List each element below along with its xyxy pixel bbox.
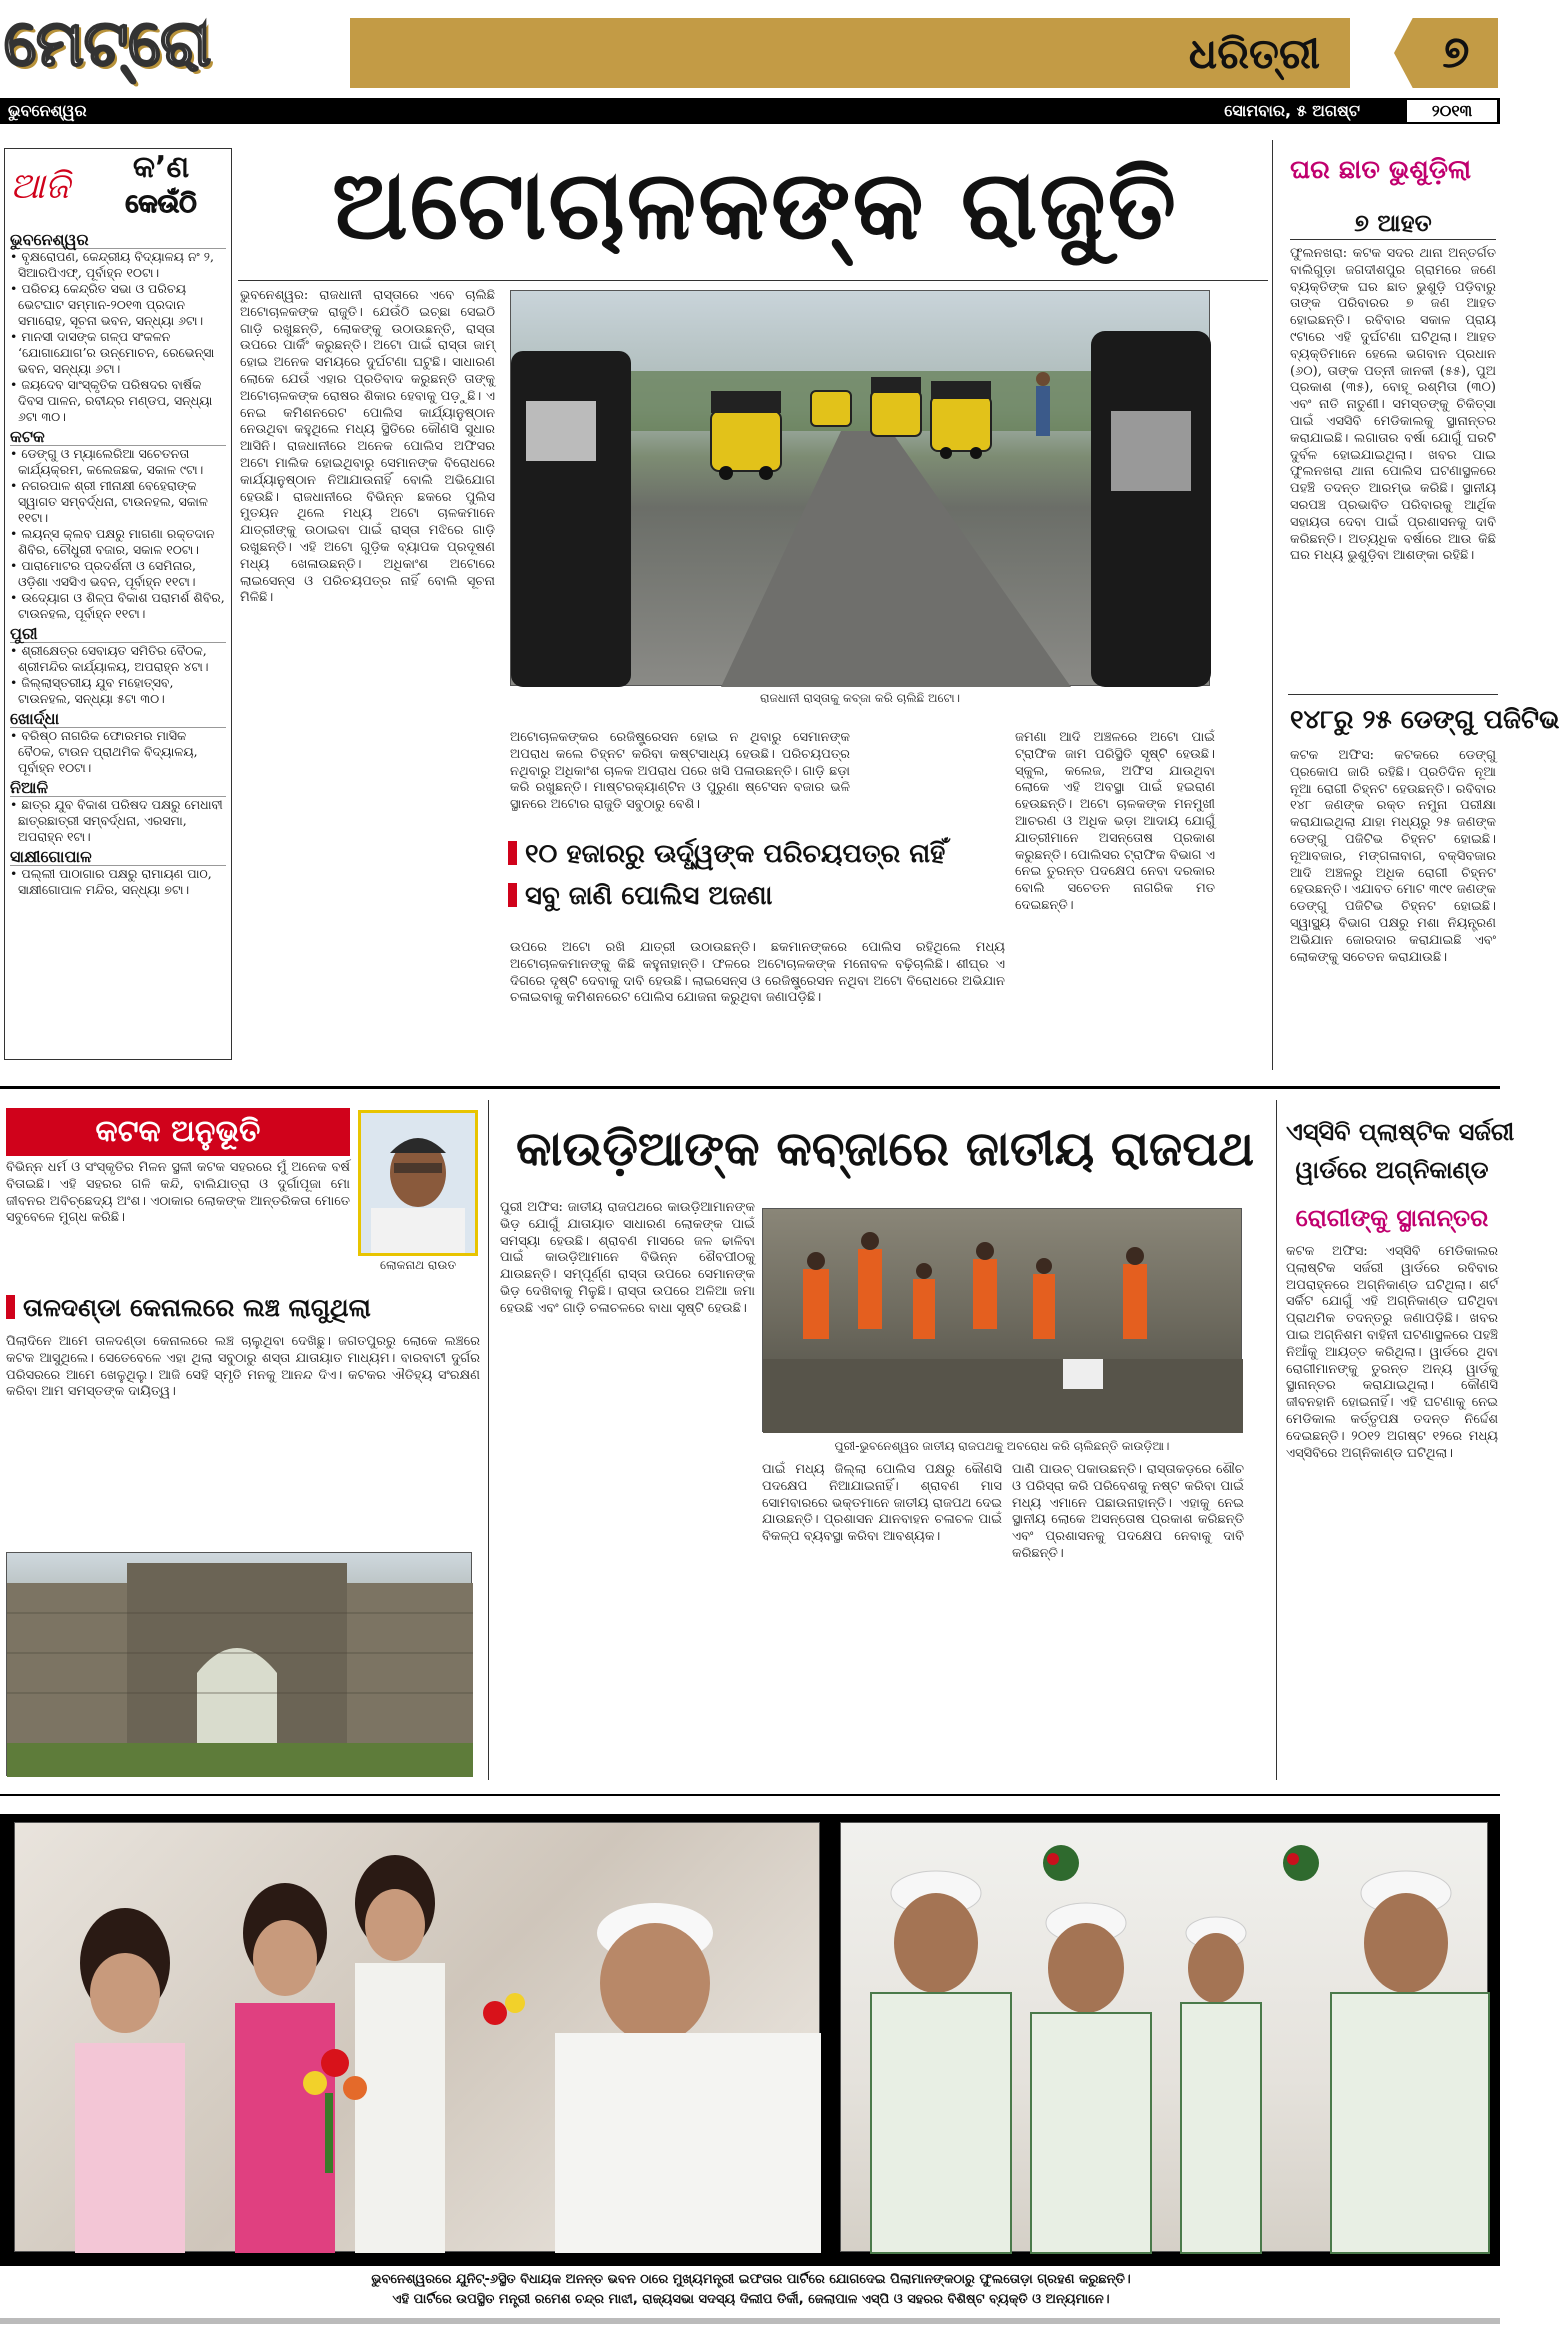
agenda-item: • ଉଦ୍ୟୋଗ ଓ ଶିଳ୍ପ ବିକାଶ ପରାମର୍ଶ ଶିବିର, ଟାଉନହଲ, ପୂର୍ବାହ୍ନ ୧୧ଟା। [10, 590, 226, 622]
fire-headline-line2: ୱାର୍ଡରେ ଅଗ୍ନିକାଣ୍ଡ [1295, 1156, 1489, 1184]
cuttack-body2: ପିଲାଦିନେ ଆମେ ତାଳଦଣ୍ଡା କେନାଲରେ ଲଞ୍ଚ ଚାଲୁଥିବା ଦେଖିଛୁ। ଜଗତପୁରରୁ ଲୋକେ ଲଞ୍ଚରେ କଟକ ଆସୁଥିଲେ। ସେତେବେଳେ ଏହା ଥିଲା ସବୁଠାରୁ ଶସ୍ତା ଯାତାୟାତ ମାଧ୍ୟମ। ବାରବାଟୀ ଦୁର୍ଗର ପରିସରରେ ଆମେ ଖେଳୁଥିଲୁ। ଆଜି ସେହି ସ୍ମୃତି ମନକୁ ଆନନ୍ଦ ଦିଏ। କଟକର ଐତିହ୍ୟ ସଂରକ୍ଷଣ କରିବା ଆମ ସମସ୍ତଙ୍କ ଦାୟିତ୍ୱ। [6, 1334, 485, 1400]
kanwar-body-top: ପୁରୀ ଅଫିସ: ଜାତୀୟ ରାଜପଥରେ କାଉଡ଼ିଆମାନଙ୍କ ଭିଡ଼ ଯୋଗୁଁ ଯାତାୟାତ ସାଧାରଣ ଲୋକଙ୍କ ପାଇଁ ସମସ୍ୟା ହେଉଛି। ଶ୍ରାବଣ ମାସରେ ଜଳ ଢାଳିବା ପାଇଁ କାଉଡ଼ିଆମାନେ ବିଭିନ୍ନ ଶୈବପୀଠକୁ ଯାଉଛନ୍ତି। ସମ୍ପୂର୍ଣ୍ଣ ରାସ୍ତା ଉପରେ ସେମାନଙ୍କ ଭିଡ଼ ଦେଖିବାକୁ ମିଳୁଛି। ରାସ୍ତା ଉପରେ ଅଳିଆ ଜମା ହେଉଛି ଏବଂ ଗାଡ଼ି ଚଳାଚଳରେ ବାଧା ସୃଷ୍ଟି ହେଉଛି। [500, 1200, 760, 1316]
lead-photo-scene [511, 291, 1211, 687]
lead-photo-autos [510, 290, 1210, 686]
bottom-photo-iftar [840, 1822, 1488, 2252]
agenda-title-line2: କେଉଁଠି [125, 189, 197, 219]
fire-subhead: ରୋଗୀଙ୍କୁ ସ୍ଥାନାନ୍ତର [1295, 1204, 1489, 1232]
kanwar-crowd-illustration [763, 1209, 1243, 1433]
agenda-item: • ପରିଚୟ କେନ୍ଦ୍ରିତ ସଭା ଓ ପରିଚୟ ଭେଟଘାଟ ସମ୍ମାନ-୨୦୧୩ ପ୍ରଦାନ ସମାରୋହ, ସୂଚନା ଭବନ, ସନ୍ଧ୍ୟା ୬ଟା। [10, 281, 226, 329]
portrait-illustration [361, 1113, 475, 1253]
subhead-marker [508, 841, 517, 865]
side1-subhead: ୭ ଆହତ [1290, 206, 1496, 240]
kanwar-photo-caption: ପୁରୀ-ଭୁବନେଶ୍ୱର ଜାତୀୟ ରାଜପଥକୁ ଅବରୋଧ କରି ଚାଲିଛନ୍ତି କାଉଡ଼ିଆ। [834, 1439, 1170, 1453]
side2-body: କଟକ ଅଫିସ: କଟକରେ ଡେଙ୍ଗୁ ପ୍ରକୋପ ଜାରି ରହିଛି। ପ୍ରତିଦିନ ନୂଆ ନୂଆ ରୋଗୀ ଚିହ୍ନଟ ହେଉଛନ୍ତି। ରବିବାର ୧୪୮ ଜଣଙ୍କ ରକ୍ତ ନମୁନା ପରୀକ୍ଷା କରାଯାଇଥିଲା ଯାହା ମଧ୍ୟରୁ ୨୫ ଜଣଙ୍କ ଡେଙ୍ଗୁ ପଜିଟିଭ ଚିହ୍ନଟ ହୋଇଛି। ନୂଆବଜାର, ମଙ୍ଗଳାବାଗ, ବକ୍ସିବଜାର ଆଦି ଅଞ୍ଚଳରୁ ଅଧିକ ରୋଗୀ ଚିହ୍ନଟ ହେଉଛନ୍ତି। ଏଯାବତ ମୋଟ ୩୯୧ ଜଣଙ୍କ ଡେଙ୍ଗୁ ପଜିଟିଭ ଚିହ୍ନଟ ହୋଇଛି। ସ୍ୱାସ୍ଥ୍ୟ ବିଭାଗ ପକ୍ଷରୁ ମଶା ନିୟନ୍ତ୍ରଣ ଅଭିଯାନ ଜୋରଦାର କରାଯାଇଛି ଏବଂ ଲୋକଙ୍କୁ ସଚେତନ କରାଯାଉଛି। [1290, 748, 1501, 965]
agenda-item: • ନଗରପାଳ ଶ୍ରୀ ମୀନାକ୍ଷୀ ବେହେରାଙ୍କ ସ୍ୱାଗତ ସମ୍ବର୍ଦ୍ଧନା, ଟାଉନହଲ, ସକାଳ ୧୧ଟା। [10, 478, 226, 526]
masthead-brand: ମେଟ୍ରୋ [4, 6, 212, 81]
agenda-city-heading: ପୁରୀ [10, 626, 226, 643]
lead-headline: ଅଟୋଚାଳକଙ୍କ ରାଜୁତି [332, 149, 1178, 261]
agenda-kicker: ଆଜି [10, 166, 70, 207]
subhead-marker [508, 883, 517, 907]
masthead-section-label: ଧରିତ୍ରୀ [1188, 29, 1320, 78]
subhead-marker [6, 1295, 15, 1319]
agenda-item: • ଛାତ୍ର ଯୁବ ବିକାଶ ପରିଷଦ ପକ୍ଷରୁ ମେଧାବୀ ଛାତ୍ରଛାତ୍ରୀ ସମ୍ବର୍ଦ୍ଧନା, ଏରସମା, ଅପରାହ୍ନ ୧ଟା। [10, 797, 226, 845]
bottom-photo-caption-line1: ଭୁବନେଶ୍ୱରରେ ଯୁନିଟ୍-୬ସ୍ଥିତ ବିଧାୟକ ଅନନ୍ତ ଭବନ ଠାରେ ମୁଖ୍ୟମନ୍ତ୍ରୀ ଇଫତାର ପାର୍ଟିରେ ଯୋଗଦେଇ ପିଲାମାନଙ୍କଠାରୁ ଫୁଲତୋଡ଼ା ଗ୍ରହଣ କରୁଛନ୍ତି। [371, 2272, 1131, 2287]
lead-body-below-b: ଜମଣା ଆଦି ଅଞ୍ଚଳରେ ଅଟୋ ପାଇଁ ଟ୍ରାଫିକ ଜାମ ପରିସ୍ଥିତି ସୃଷ୍ଟି ହେଉଛି। ସ୍କୁଲ, କଲେଜ, ଅଫିସ ଯାଉଥିବା ଲୋକେ ଏହି ଅବସ୍ଥା ପାଇଁ ହଇରାଣ ହେଉଛନ୍ତି। ଅଟୋ ଚାଳକଙ୍କ ମନମୁଖୀ ଆଚରଣ ଓ ଅଧିକ ଭଡ଼ା ଆଦାୟ ଯୋଗୁଁ ଯାତ୍ରୀମାନେ ଅସନ୍ତୋଷ ପ୍ରକାଶ କରୁଛନ୍ତି। ପୋଲିସର ଟ୍ରାଫିକ ବିଭାଗ ଏ ନେଇ ତୁରନ୍ତ ପଦକ୍ଷେପ ନେବା ଦରକାର ବୋଲି ସଚେତନ ନାଗରିକ ମତ ଦେଇଛନ୍ତି। [1015, 730, 1220, 913]
agenda-item: • ବରିଷ୍ଠ ନାଗରିକ ଫୋରମର ମାସିକ ବୈଠକ, ଟାଉନ ପ୍ରାଥମିକ ବିଦ୍ୟାଳୟ, ପୂର୍ବାହ୍ନ ୧୦ଟା। [10, 728, 226, 776]
divider-under-headline [238, 280, 1268, 281]
agenda-city-heading: ଖୋର୍ଦ୍ଧା [10, 711, 226, 728]
agenda-title-line1: କ’ଣ [132, 150, 190, 185]
agenda-item: • ଜିଲ୍ଲାସ୍ତରୀୟ ଯୁବ ମହୋତ୍ସବ, ଟାଉନହଲ, ସନ୍ଧ୍ୟା ୫ଟା ୩୦। [10, 675, 226, 707]
fire-body: କଟକ ଅଫିସ: ଏସ୍‌ସିବି ମେଡିକାଲର ପ୍ଲାଷ୍ଟିକ ସର୍ଜରୀ ୱାର୍ଡରେ ରବିବାର ଅପରାହ୍ନରେ ଅଗ୍ନିକାଣ୍ଡ ଘଟିଥିଲା। ଶର୍ଟ ସର୍କିଟ ଯୋଗୁଁ ଏହି ଅଗ୍ନିକାଣ୍ଡ ଘଟିଥିବା ପ୍ରାଥମିକ ତଦନ୍ତରୁ ଜଣାପଡ଼ିଛି। ଖବର ପାଇ ଅଗ୍ନିଶମ ବାହିନୀ ଘଟଣାସ୍ଥଳରେ ପହଞ୍ଚି ନିଆଁକୁ ଆୟତ୍ତ କରିଥିଲା। ୱାର୍ଡରେ ଥିବା ରୋଗୀମାନଙ୍କୁ ତୁରନ୍ତ ଅନ୍ୟ ୱାର୍ଡକୁ ସ୍ଥାନାନ୍ତର କରାଯାଇଥିଲା। କୌଣସି ଜୀବନହାନି ହୋଇନାହିଁ। ଏହି ଘଟଣାକୁ ନେଇ ମେଡିକାଲ କର୍ତ୍ତୃପକ୍ଷ ତଦନ୍ତ ନିର୍ଦ୍ଦେଶ ଦେଇଛନ୍ତି। ୨୦୧୨ ଅଗଷ୍ଟ ୧୨ରେ ମଧ୍ୟ ଏସ୍‌ସିବିରେ ଅଗ୍ନିକାଣ୍ଡ ଘଟିଥିଲା। [1286, 1244, 1503, 1461]
divider-above-photos [0, 1794, 1500, 1796]
cuttack-photo-fort [6, 1552, 472, 1776]
agenda-city-heading: ଭୁବନେଶ୍ୱର [10, 232, 226, 249]
side2-headline: ୧୪୮ରୁ ୨୫ ଡେଙ୍ଗୁ ପଜିଟିଭ [1290, 705, 1560, 735]
kanwar-body-a: ପାଇଁ ମଧ୍ୟ ଜିଲ୍ଲା ପୋଲିସ ପକ୍ଷରୁ କୌଣସି ପଦକ୍ଷେପ ନିଆଯାଇନାହିଁ। ଶ୍ରାବଣ ମାସ ସୋମବାରରେ ଭକ୍ତମାନେ ଜାତୀୟ ରାଜପଥ ଦେଇ ଯାଉଛନ୍ତି। ପ୍ରଶାସନ ଯାନବାହନ ଚଳାଚଳ ପାଇଁ ବିକଳ୍ପ ବ୍ୟବସ୍ଥା କରିବା ଆବଶ୍ୟକ। [762, 1462, 1007, 1545]
agenda-item: • ଡେଙ୍ଗୁ ଓ ମ୍ୟାଲେରିଆ ସଚେତନତା କାର୍ଯ୍ୟକ୍ରମ, କଲେଜଛକ, ସକାଳ ୯ଟା। [10, 446, 226, 478]
cuttack-body: ବିଭିନ୍ନ ଧର୍ମ ଓ ସଂସ୍କୃତିର ମିଳନ ସ୍ଥଳୀ କଟକ ସହରରେ ମୁଁ ଅନେକ ବର୍ଷ ବିତାଇଛି। ଏହି ସହରର ଗଳି କନ୍ଦି, ବାଲିଯାତ୍ରା ଓ ଦୁର୍ଗାପୂଜା ମୋ ଜୀବନର ଅବିଚ୍ଛେଦ୍ୟ ଅଂଶ। ଏଠାକାର ଲୋକଙ୍କ ଆନ୍ତରିକତା ମୋତେ ସବୁବେଳେ ମୁଗ୍ଧ କରିଛି। [6, 1160, 355, 1226]
divider-cuttack-right [488, 1100, 489, 1780]
lead-subhead-1: ୧୦ ହଜାରରୁ ଊର୍ଦ୍ଧ୍ୱଙ୍କ ପରିଚୟପତ୍ର ନାହିଁ [508, 838, 1008, 870]
agenda-item: • ପଲ୍ଲୀ ପାଠାଗାର ପକ୍ଷରୁ ରାମାୟଣ ପାଠ, ସାକ୍ଷୀଗୋପାଳ ମନ୍ଦିର, ସନ୍ଧ୍ୟା ୭ଟା। [10, 866, 226, 898]
page-footer-rule [0, 2318, 1500, 2324]
side1-headline: ଘର ଛାତ ଭୁଶୁଡ଼ିଲା [1290, 155, 1472, 185]
agenda-city-heading: କଟକ [10, 429, 226, 446]
lead-body-below-a: ଅଟୋଚାଳକଙ୍କର ରେଜିଷ୍ଟ୍ରେସନ ହୋଇ ନ ଥିବାରୁ ସେମାନଙ୍କ ଅପରାଧ କଲେ ଚିହ୍ନଟ କରିବା କଷ୍ଟସାଧ୍ୟ ହେଉଛି। ପରିଚୟପତ୍ର ନଥିବାରୁ ଅଧିକାଂଶ ଚାଳକ ଅପରାଧ ପରେ ଖସି ପଳାଉଛନ୍ତି। ଗାଡ଼ି ଛଡ଼ା କରି ରଖୁଛନ୍ତି। ମାଷ୍ଟରକ୍ୟାଣ୍ଟିନ ଓ ପୁରୁଣା ଷ୍ଟେସନ ବଜାର ଭଳି ସ୍ଥାନରେ ଅଟୋର ରାଜୁତି ସବୁଠାରୁ ବେଶି। [510, 730, 855, 813]
fort-gate-illustration [7, 1553, 473, 1777]
divider-section-break [0, 1086, 1500, 1089]
agenda-list [10, 228, 226, 1056]
agenda-item: • ଜୟଦେବ ସାଂସ୍କୃତିକ ପରିଷଦର ବାର୍ଷିକ ଦିବସ ପାଳନ, ରବୀନ୍ଦ୍ର ମଣ୍ଡପ, ସନ୍ଧ୍ୟା ୬ଟା ୩୦। [10, 377, 226, 425]
masthead-page-number: ୭ [1442, 27, 1470, 78]
masthead-year: ୨୦୧୩ [1431, 101, 1473, 120]
divider-lead-right [1272, 140, 1273, 1070]
agenda-item: • ଲୟନ୍ସ କ୍ଲବ ପକ୍ଷରୁ ମାଗଣା ରକ୍ତଦାନ ଶିବିର, ଚୌଧୁରୀ ବଜାର, ସକାଳ ୧୦ଟା। [10, 526, 226, 558]
lead-body-col1: ଭୁବନେଶ୍ୱର: ରାଜଧାନୀ ରାସ୍ତାରେ ଏବେ ଚାଲିଛି ଅଟୋଚାଳକଙ୍କ ରାଜୁତି। ଯେଉଁଠି ଇଚ୍ଛା ସେଇଠି ଗାଡ଼ି ରଖୁଛନ୍ତି, ଲୋକଙ୍କୁ ଉଠାଉଛନ୍ତି, ରାସ୍ତା ଉପରେ ପାର୍କିଂ କରୁଛନ୍ତି। ଅଟୋ ପାଇଁ ରାସ୍ତା ଜାମ୍ ହୋଇ ଅନେକ ସମୟରେ ଦୁର୍ଘଟଣା ଘଟୁଛି। ସାଧାରଣ ଲୋକେ ଯେଉଁ ଏହାର ପ୍ରତିବାଦ କରୁଛନ୍ତି ତାଙ୍କୁ ଅଟୋଚାଳକଙ୍କ ରୋଷର ଶିକାର ହେବାକୁ ପଡ଼ୁଛି। ଏ ନେଇ କମିଶନରେଟ ପୋଲିସ କାର୍ଯ୍ୟାନୁଷ୍ଠାନ ନେଉଥିବା କହୁଥିଲେ ମଧ୍ୟ ସ୍ଥିତିରେ କୌଣସି ସୁଧାର ଆସିନି। ରାଜଧାନୀରେ ଅନେକ ପୋଲିସ ଅଫିସର ଅଟୋ ମାଲିକ ହୋଇଥିବାରୁ ସେମାନଙ୍କ ବିରୋଧରେ କାର୍ଯ୍ୟାନୁଷ୍ଠାନ ନିଆଯାଉନାହିଁ ବୋଲି ଅଭିଯୋଗ ହେଉଛି। ରାଜଧାନୀରେ ବିଭିନ୍ନ ଛକରେ ପୁଲିସ ମୁତୟନ ଥିଲେ ମଧ୍ୟ ଅଟୋ ଚାଳକମାନେ ଯାତ୍ରୀଙ୍କୁ ଉଠାଇବା ପାଇଁ ରାସ୍ତା ମଝିରେ ଗାଡ଼ି ରଖୁଛନ୍ତି। ଏହି ଅଟୋ ଗୁଡ଼ିକ ବ୍ୟାପକ ପ୍ରଦୂଷଣ ମଧ୍ୟ ଖେଳାଉଛନ୍ତି। ଅଧିକାଂଶ ଅଟୋରେ ଲାଇସେନ୍ସ ଓ ପରିଚୟପତ୍ର ନାହିଁ ବୋଲି ସୂଚନା ମିଳିଛି। [240, 288, 500, 606]
agenda-item: • ଶ୍ରୀକ୍ଷେତ୍ର ସେବାୟତ ସମିତିର ବୈଠକ, ଶ୍ରୀମନ୍ଦିର କାର୍ଯ୍ୟାଳୟ, ଅପରାହ୍ନ ୪ଟା। [10, 643, 226, 675]
agenda-item: • ପାରାମୋଟର ପ୍ରଦର୍ଶନୀ ଓ ସେମିନାର, ଓଡ଼ିଶା ଏସସିଏ ଭବନ, ପୂର୍ବାହ୍ନ ୧୧ଟା। [10, 558, 226, 590]
agenda-item: • ମାନସୀ ଦାସଙ୍କ ଗଳ୍ପ ସଂକଳନ ‘ଯୋଗାଯୋଗ’ର ଉନ୍ମୋଚନ, ରେଭେନ୍ସା ଭବନ, ସନ୍ଧ୍ୟା ୬ଟା। [10, 329, 226, 377]
bottom-photo-children [14, 1822, 820, 2252]
children-bouquet-illustration [15, 1823, 821, 2253]
agenda-item: • ବୃକ୍ଷରୋପଣ, କେନ୍ଦ୍ରୀୟ ବିଦ୍ୟାଳୟ ନଂ ୨, ସିଆରପିଏଫ୍, ପୂର୍ବାହ୍ନ ୧୦ଟା। [10, 249, 226, 281]
lead-body-lower: ଉପରେ ଅଟୋ ରଖି ଯାତ୍ରୀ ଉଠାଉଛନ୍ତି। ଛକମାନଙ୍କରେ ପୋଲିସ ରହିଥିଲେ ମଧ୍ୟ ଅଟୋଚାଳକମାନଙ୍କୁ କିଛି କହୁନାହାନ୍ତି। ଫଳରେ ଅଟୋଚାଳକଙ୍କ ମନୋବଳ ବଢ଼ିଚାଲିଛି। ଶୀଘ୍ର ଏ ଦିଗରେ ଦୃଷ୍ଟି ଦେବାକୁ ଦାବି ହେଉଛି। ଲାଇସେନ୍ସ ଓ ରେଜିଷ୍ଟ୍ରେସନ ନଥିବା ଅଟୋ ବିରୋଧରେ ଅଭିଯାନ ଚଳାଇବାକୁ କମିଶନରେଟ ପୋଲିସ ଯୋଜନା କରୁଥିବା ଜଣାପଡ଼ିଛି। [510, 940, 1010, 1006]
cuttack-subhead: ତାଳଦଣ୍ଡା କେନାଲରେ ଲଞ୍ଚ ଲାଗୁଥିଲା [6, 1290, 480, 1326]
fire-headline-line1: ଏସ୍‌ସିବି ପ୍ଲାଷ୍ଟିକ ସର୍ଜରୀ [1286, 1118, 1515, 1146]
cuttack-portrait [358, 1110, 478, 1256]
kanwar-photo [762, 1208, 1242, 1432]
masthead-date: ସୋମବାର, ୫ ଅଗଷ୍ଟ [1224, 101, 1360, 120]
lead-subhead-2: ସବୁ ଜାଣି ପୋଲିସ ଅଜଣା [508, 880, 1008, 912]
cuttack-portrait-caption: ଲୋକନାଥ ରାଉତ [379, 1258, 457, 1272]
iftar-greeting-illustration [841, 1823, 1489, 2253]
side1-body: ଫୁଲନଖରା: କଟକ ସଦର ଥାନା ଅନ୍ତର୍ଗତ ବାଲିଗୁଡ଼ା ଜଗଦୀଶପୁର ଗ୍ରାମରେ ଜଣେ ବ୍ୟକ୍ତିଙ୍କ ଘର ଛାତ ଭୁଶୁଡ଼ି ପଡ଼ିବାରୁ ତାଙ୍କ ପରିବାରର ୭ ଜଣ ଆହତ ହୋଇଛନ୍ତି। ରବିବାର ସକାଳ ପ୍ରାୟ ୯ଟାରେ ଏହି ଦୁର୍ଘଟଣା ଘଟିଥିଲା। ଆହତ ବ୍ୟକ୍ତିମାନେ ହେଲେ ଭଗବାନ ପ୍ରଧାନ (୬୦), ତାଙ୍କ ପତ୍ନୀ ଜାନକୀ (୫୫), ପୁଅ ପ୍ରକାଶ (୩୫), ବୋହୂ ରଶ୍ମିତା (୩୦) ଏବଂ ନାତି ନାତୁଣୀ। ସମସ୍ତଙ୍କୁ ଚିକିତ୍ସା ପାଇଁ ଏସସିବି ମେଡିକାଲକୁ ସ୍ଥାନାନ୍ତର କରାଯାଇଛି। ଲଗାତାର ବର୍ଷା ଯୋଗୁଁ ଘରଟି ଦୁର୍ବଳ ହୋଇଯାଇଥିଲା। ଖବର ପାଇ ଫୁଲନଖରା ଥାନା ପୋଲିସ ଘଟଣାସ୍ଥଳରେ ପହଞ୍ଚି ତଦନ୍ତ ଆରମ୍ଭ କରିଛି। ସ୍ଥାନୀୟ ସରପଞ୍ଚ ପ୍ରଭାବିତ ପରିବାରକୁ ଆର୍ଥିକ ସହାୟତା ଦେବା ପାଇଁ ପ୍ରଶାସନକୁ ଦାବି କରିଛନ୍ତି। ଅତ୍ୟଧିକ ବର୍ଷାରେ ଆଉ କିଛି ଘର ମଧ୍ୟ ଭୁଶୁଡ଼ିବା ଆଶଙ୍କା ରହିଛି। [1290, 246, 1501, 564]
kanwar-body-b: ପାଣି ପାଉଚ୍ ପକାଉଛନ୍ତି। ରାସ୍ତାକଡ଼ରେ ଶୌଚ ଓ ପରିସ୍ରା କରି ପରିବେଶକୁ ନଷ୍ଟ କରିବା ପାଇଁ ମଧ୍ୟ ଏମାନେ ପଛାଉନାହାନ୍ତି। ଏହାକୁ ନେଇ ସ୍ଥାନୀୟ ଲୋକେ ଅସନ୍ତୋଷ ପ୍ରକାଶ କରିଛନ୍ତି ଏବଂ ପ୍ରଶାସନକୁ ପଦକ୍ଷେପ ନେବାକୁ ଦାବି କରିଛନ୍ତି। [1012, 1462, 1249, 1561]
kanwar-headline: କାଉଡ଼ିଆଙ୍କ କବ୍ଜାରେ ଜାତୀୟ ରାଜପଥ [515, 1121, 1255, 1177]
divider-fire-left [1276, 1100, 1277, 1780]
divider-side-stories [1288, 694, 1498, 695]
bottom-photo-caption-line2: ଏହି ପାର୍ଟିରେ ଉପସ୍ଥିତ ମନ୍ତ୍ରୀ ରମେଶ ଚନ୍ଦ୍ର ମାଝୀ, ରାଜ୍ୟସଭା ସଦସ୍ୟ ଦିଲୀପ ତିର୍କୀ, ଜେଲାପାଳ ଏସ୍‌ପି ଓ ସହରର ବିଶିଷ୍ଟ ବ୍ୟକ୍ତି ଓ ଅନ୍ୟମାନେ। [392, 2292, 1110, 2307]
agenda-city-heading: ନିଆଳି [10, 780, 226, 797]
lead-photo-caption: ରାଜଧାନୀ ରାସ୍ତାକୁ କବ୍ଜା କରି ଚାଲିଛି ଅଟୋ। [759, 691, 960, 705]
masthead-city: ଭୁବନେଶ୍ୱର [8, 101, 87, 120]
agenda-city-heading: ସାକ୍ଷୀଗୋପାଳ [10, 849, 226, 866]
cuttack-title: କଟକ ଅନୁଭୂତି [95, 1114, 261, 1149]
